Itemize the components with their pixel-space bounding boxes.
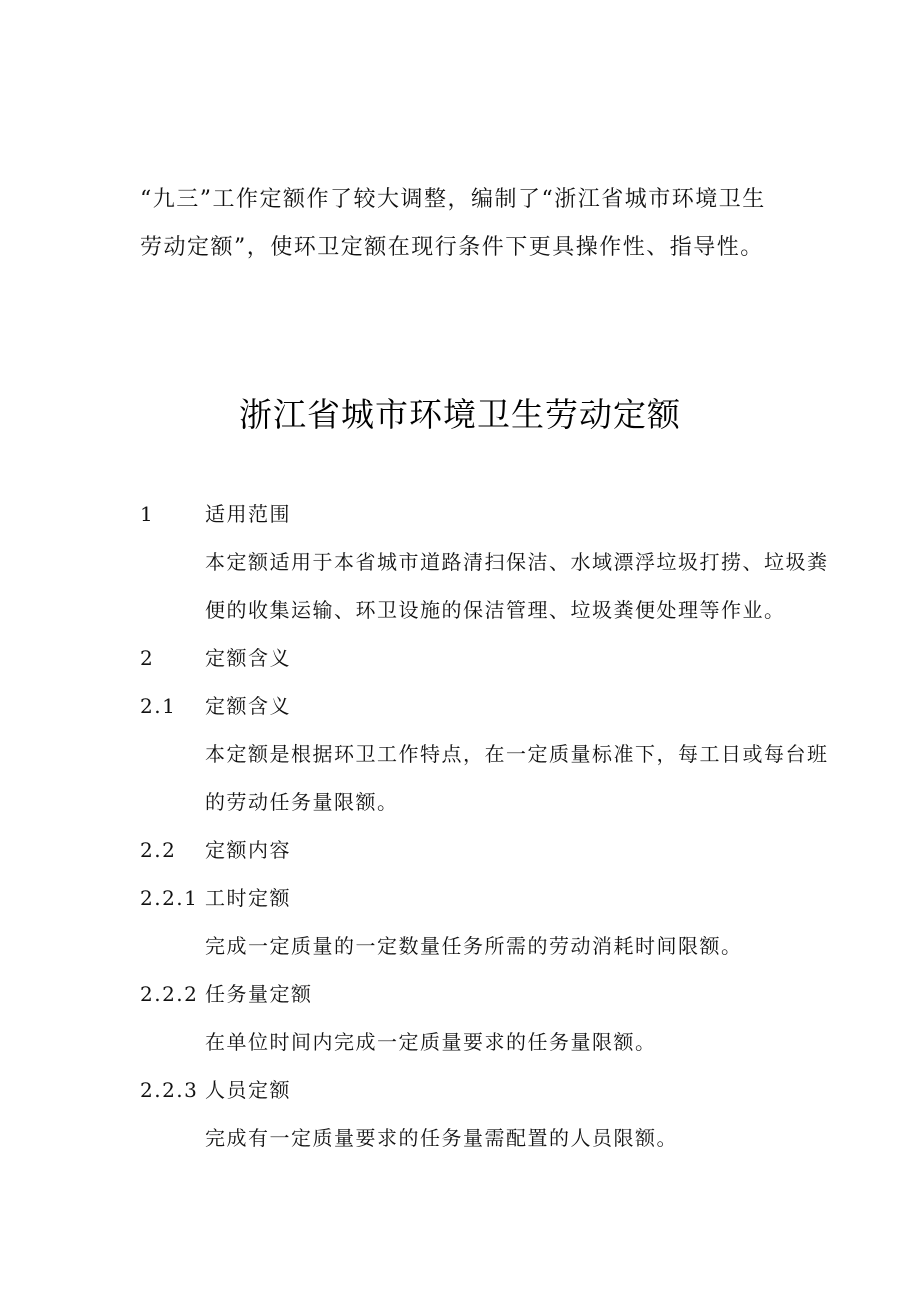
clause-list <box>0 490 920 1162</box>
body-text: 便的收集运输、环卫设施的保洁管理、垃圾粪便处理等作业。 <box>205 598 786 622</box>
clause-number: 2.2 <box>140 838 177 862</box>
clause-number: 2.2.2 <box>140 982 199 1006</box>
clause-number: 2.2.1 <box>140 886 199 910</box>
document-title: 浙江省城市环境卫生劳动定额 <box>239 395 681 434</box>
body-text: 本定额是根据环卫工作特点，在一定质量标准下，每工日或每台班 <box>205 742 829 766</box>
clause-body-line <box>0 778 920 826</box>
body-text: 的劳动任务量限额。 <box>205 790 399 814</box>
intro-paragraph <box>140 176 830 272</box>
clause-number: 2.2.3 <box>140 1078 199 1102</box>
clause-heading: 适用范围 <box>205 502 291 526</box>
clause-body-line <box>0 538 920 586</box>
clause-2-1 <box>0 682 920 730</box>
body-text: 本定额适用于本省城市道路清扫保洁、水域漂浮垃圾打捞、垃圾粪 <box>205 550 829 574</box>
clause-number: 1 <box>140 502 155 526</box>
clause-heading: 定额含义 <box>205 646 291 670</box>
intro-line-1: “九三”工作定额作了较大调整，编制了“浙江省城市环境卫生 <box>140 187 766 212</box>
clause-2 <box>0 634 920 682</box>
clause-2-2-3 <box>0 1066 920 1114</box>
clause-heading: 任务量定额 <box>205 982 313 1006</box>
clause-2-2 <box>0 826 920 874</box>
clause-2-2-1 <box>0 874 920 922</box>
clause-heading: 工时定额 <box>205 886 291 910</box>
clause-body-line <box>0 730 920 778</box>
clause-body-line <box>0 1114 920 1162</box>
clause-heading: 定额含义 <box>205 694 291 718</box>
clause-body-line <box>0 1018 920 1066</box>
clause-1 <box>0 490 920 538</box>
clause-body-line <box>0 922 920 970</box>
body-text: 完成一定质量的一定数量任务所需的劳动消耗时间限额。 <box>205 934 743 958</box>
clause-heading: 人员定额 <box>205 1078 291 1102</box>
intro-line-2: 劳动定额”，使环卫定额在现行条件下更具操作性、指导性。 <box>140 235 764 260</box>
clause-body-line <box>0 586 920 634</box>
body-text: 在单位时间内完成一定质量要求的任务量限额。 <box>205 1030 657 1054</box>
clause-number: 2.1 <box>140 694 177 718</box>
body-text: 完成有一定质量要求的任务量需配置的人员限额。 <box>205 1126 678 1150</box>
clause-2-2-2 <box>0 970 920 1018</box>
clause-number: 2 <box>140 646 155 670</box>
clause-heading: 定额内容 <box>205 838 291 862</box>
